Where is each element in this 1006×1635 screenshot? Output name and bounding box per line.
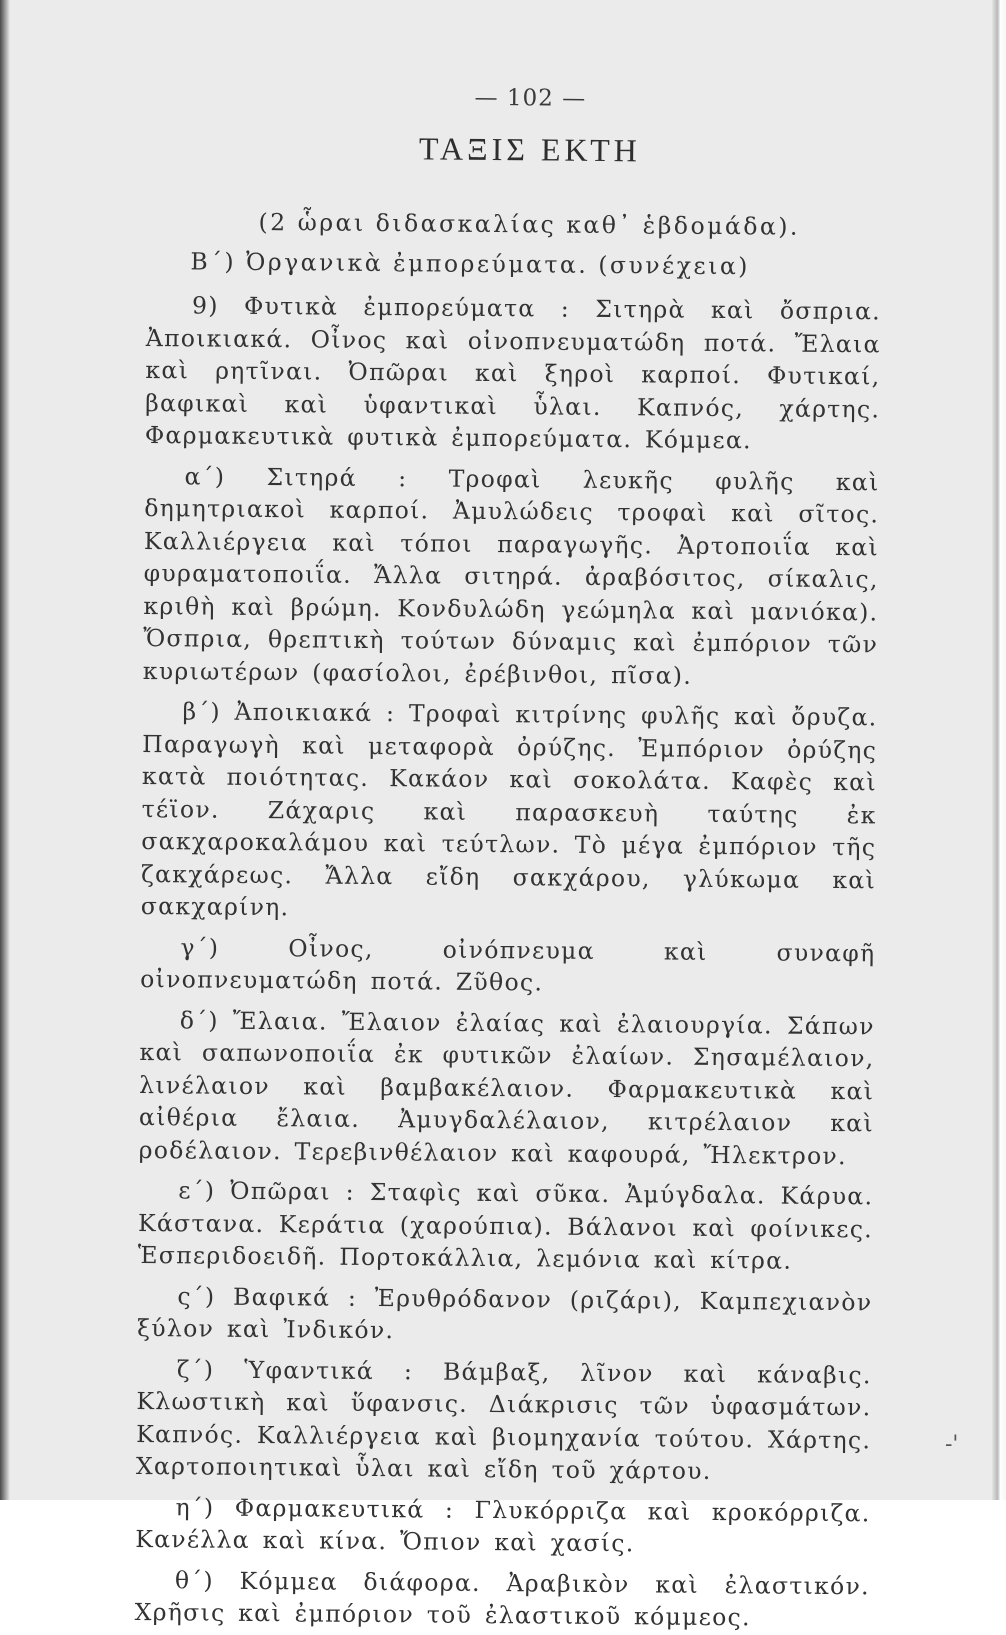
intro-paragraph: 9) Φυτικὰ ἐμπορεύματα : Σιτηρὰ καὶ ὄσπρια. Ἀποικιακά. Οἶνος καὶ οἰνοπνευματώδη ποτά. Ἔλαια καὶ ρητῖναι. Ὀπῶραι καὶ ξηροὶ καρποί. Φυτικαί, βαφικαὶ καὶ ὑφαντικαὶ ὗλαι. Καπνός, χάρτης. Φαρμακευτικὰ φυτικὰ ἐμπορεύματα. Κόμμεα.	[144, 291, 882, 455]
section-e-paragraph: ε΄) Ὀπῶραι : Σταφὶς καὶ σῦκα. Ἀμύγδαλα. Κάρυα. Κάστανα. Κεράτια (χαρούπια). Βάλανοι καὶ φοίνικες. Ἑσπεριδοειδῆ. Πορτοκάλλια, λεμόνια καὶ κίτρα.	[137, 1176, 874, 1275]
section-heading: Β΄) Ὀργανικὰ ἐμπορεύματα. (συνέχεια)	[190, 247, 751, 281]
section-c-paragraph: γ΄) Οἶνος, οἰνόπνευμα καὶ συναφῆ οἰνοπνευματώδη ποτά. Ζῦθος.	[140, 932, 876, 997]
section-h-paragraph: η΄) Φαρμακευτικά : Γλυκόρριζα καὶ κροκόρριζα. Κανέλλα καὶ κίνα. Ὄπιον καὶ χασίς.	[135, 1492, 871, 1558]
section-d-paragraph: δ΄) Ἔλαια. Ἔλαιον ἐλαίας καὶ ἐλαιουργία. Σάπων καὶ σαπωνοποιΐα ἐκ φυτικῶν ἐλαίων. Σησαμέλαιον, λινέλαιον καὶ βαμβακέλαιον. Φαρμακευτικὰ καὶ αἰθέρια ἔλαια. Ἀμυγδαλέλαιον, κιτρέλαιον καὶ ροδέλαιον. Τερεβινθέλαιον καὶ καφουρά, Ἤλεκτρον.	[138, 1005, 875, 1170]
section-a-paragraph: α΄) Σιτηρά : Τροφαὶ λευκῆς φυλῆς καὶ δημητριακοὶ καρποί. Ἀμυλώδεις τροφαὶ καὶ σῖτος. Καλλιέργεια καὶ τόποι παραγωγῆς. Ἀρτοποιΐα καὶ φυραματοποιΐα. Ἄλλα σιτηρά. ἀραβόσιτος, σίκαλις, κριθὴ καὶ βρώμη. Κονδυλώδη γεώμηλα καὶ μανιόκα). Ὄσπρια, θρεπτικὴ τούτων δύναμις καὶ ἐμπόριον τῶν κυριωτέρων (φασίολοι, ἐρέβινθοι, πῖσα).	[142, 461, 880, 690]
section-b-paragraph: β΄) Ἀποικιακά : Τροφαὶ κιτρίνης φυλῆς καὶ ὄρυζα. Παραγωγὴ καὶ μεταφορὰ ὀρύζης. Ἐμπόριον ὀρύζης κατὰ ποιότητας. Κακάον καὶ σοκολάτα. Καφὲς καὶ τέϊον. Ζάχαρις καὶ παρασκευὴ ταύτης ἐκ σακχαροκαλάμου καὶ τεύτλων. Τὸ μέγα ἐμπόριον τῆς ζακχάρεως. Ἄλλα εἴδη σακχάρου, γλύκωμα καὶ σακχαρίνη.	[140, 697, 878, 922]
section-f-paragraph: ς΄) Βαφικά : Ἐρυθρόδανον (ριζάρι), Καμπεχιανὸν ξύλον καὶ Ἰνδικόν.	[137, 1281, 873, 1345]
page-edge-right	[992, 0, 1006, 1500]
footer-mark: -'	[945, 1432, 959, 1457]
section-g-paragraph: ζ΄) Ὑφαντικά : Βάμβαξ, λῖνον καὶ κάναβις. Κλωστικὴ καὶ ὕφανσις. Διάκρισις τῶν ὑφασμάτων. Καπνός. Καλλιέργεια καὶ βιομηχανία τούτου. Χάρτης. Χαρτοποιητικαὶ ὗλαι καὶ εἴδη τοῦ χάρτου.	[135, 1354, 872, 1485]
hours-line: (2 ὧραι διδασκαλίας καθ᾽ ἑβδομάδα).	[258, 207, 801, 241]
page-text-block	[135, 82, 883, 1635]
section-i-paragraph: θ΄) Κόμμεα διάφορα. Ἀραβικὸν καὶ ἐλαστικόν. Χρῆσις καὶ ἐμπόριον τοῦ ἐλαστικοῦ κόμμεος.	[134, 1565, 871, 1632]
page-title: ΤΑΞΙΣ ΕΚΤΗ	[418, 130, 642, 169]
page-edge-left	[0, 0, 10, 1500]
page-number: — 102 —	[474, 84, 587, 112]
